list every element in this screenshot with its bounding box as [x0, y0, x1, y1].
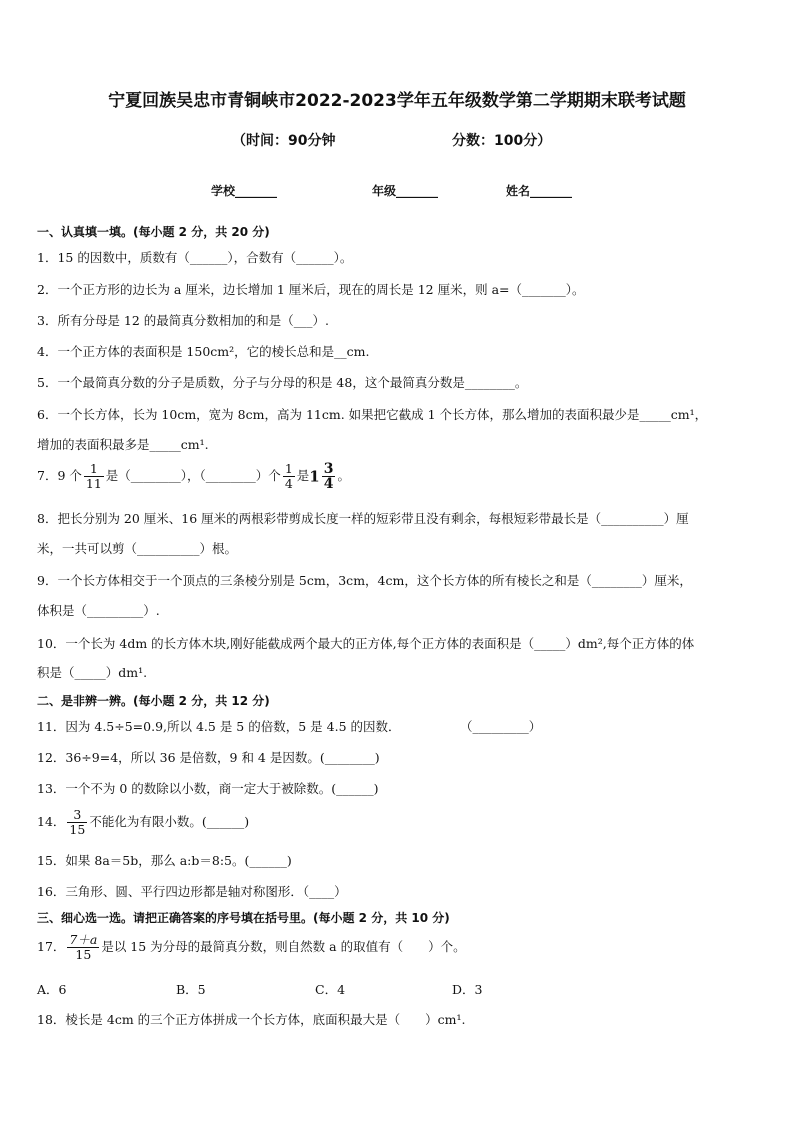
mixed-number-whole: 1 [309, 467, 320, 486]
q17-option-a: A．6 [37, 982, 67, 997]
section-heading-choice: 三、细心选一选。请把正确答案的序号填在括号里。(每小题 2 分，共 10 分) [37, 911, 450, 925]
q7-end: 。 [337, 468, 350, 483]
question-1: 1．15 的因数中，质数有（______），合数有（______）。 [37, 250, 353, 265]
question-11-blank: （_________） [460, 719, 542, 734]
fraction-denominator: 11 [85, 476, 102, 491]
fraction-1-11 [84, 462, 104, 491]
question-13: 13．一个不为 0 的数除以小数，商一定大于被除数。(______) [37, 781, 379, 796]
q14-prefix: 14． [37, 814, 66, 829]
fraction-denominator: 15 [69, 822, 86, 837]
grade-field: 年级_______ [372, 184, 439, 198]
question-7 [37, 462, 350, 491]
q7-middle: 是（________），（________）个 [105, 468, 281, 483]
fraction-7a-15 [67, 933, 99, 962]
q14-text: 不能化为有限小数。(______) [89, 814, 250, 829]
question-11: 11．因为 4.5÷5=0.9,所以 4.5 是 5 的倍数，5 是 4.5 的因数． [37, 719, 401, 734]
q7-is: 是 [296, 468, 310, 483]
q17-option-d: D．3 [452, 982, 483, 997]
question-3: 3．所有分母是 12 的最简真分数相加的和是（___）. [37, 313, 330, 328]
question-6-cont: 增加的表面积最多是_____cm¹. [37, 437, 209, 452]
fraction-numerator: 1 [284, 461, 293, 476]
question-10: 10．一个长为 4dm 的长方体木块,刚好能截成两个最大的正方体,每个正方体的表面积是（_____）dm²,每个正方体的体 [37, 636, 695, 651]
page-title: 宁夏回族吴忠市青铜峡市2022-2023学年五年级数学第二学期期末联考试题 [108, 91, 686, 111]
question-16: 16．三角形、圆、平行四边形都是轴对称图形．（____） [37, 884, 347, 899]
question-12: 12．36÷9=4，所以 36 是倍数，9 和 4 是因数。(________) [37, 750, 380, 765]
q17-option-c: C．4 [315, 982, 346, 997]
question-4: 4．一个正方体的表面积是 150cm²，它的棱长总和是__cm. [37, 344, 370, 359]
fraction-numerator: 3 [323, 461, 334, 477]
fraction-3-15 [67, 808, 87, 837]
fraction-numerator: 7＋a [69, 932, 98, 947]
question-8-cont: 米，一共可以剪（__________）根。 [37, 541, 238, 556]
question-6: 6．一个长方体，长为 10cm，宽为 8cm，高为 11cm. 如果把它截成 1 个长方体，那么增加的表面积最少是_____cm¹， [37, 407, 708, 422]
q17-prefix: 17． [37, 939, 66, 954]
question-17 [37, 933, 466, 962]
question-5: 5．一个最简真分数的分子是质数，分子与分母的积是 48，这个最简真分数是________。 [37, 375, 528, 390]
question-15: 15．如果 8a＝5b，那么 a:b＝8:5。(______) [37, 853, 292, 868]
fraction-1-4 [283, 462, 295, 491]
question-8: 8．把长分别为 20 厘米、16 厘米的两根彩带剪成长度一样的短彩带且没有剩余，每根短彩带最长是（__________）厘 [37, 511, 689, 526]
fraction-3-4 [322, 462, 336, 491]
fraction-numerator: 1 [84, 462, 104, 477]
question-14 [37, 808, 249, 837]
section-heading-judge: 二、是非辨一辨。(每小题 2 分，共 12 分) [37, 694, 270, 708]
q17-option-b: B．5 [176, 982, 206, 997]
question-2: 2．一个正方形的边长为 a 厘米，边长增加 1 厘米后，现在的周长是 12 厘米，则 a=（_______）。 [37, 282, 585, 297]
question-9-cont: 体积是（_________）. [37, 603, 160, 618]
name-field: 姓名_______ [506, 184, 573, 198]
fraction-denominator: 15 [75, 947, 92, 962]
fraction-denominator: 4 [284, 476, 293, 491]
school-field: 学校_______ [211, 184, 278, 198]
section-heading-fill: 一、认真填一填。(每小题 2 分，共 20 分) [37, 225, 270, 239]
question-18: 18．棱长是 4cm 的三个正方体拼成一个长方体，底面积最大是（ ）cm¹. [37, 1012, 466, 1027]
exam-score: 分数：100分） [452, 133, 552, 149]
fraction-numerator: 3 [67, 808, 87, 823]
q7-prefix: 7．9 个 [37, 468, 82, 483]
q17-text: 是以 15 为分母的最简真分数，则自然数 a 的取值有（ ）个。 [101, 939, 466, 954]
fraction-denominator: 4 [323, 476, 334, 492]
question-10-cont: 积是（_____）dm¹. [37, 665, 148, 680]
exam-time: （时间：90分钟 [232, 133, 336, 149]
question-9: 9．一个长方体相交于一个顶点的三条棱分别是 5cm，3cm，4cm，这个长方体的所有棱长之和是（________）厘米， [37, 573, 692, 588]
